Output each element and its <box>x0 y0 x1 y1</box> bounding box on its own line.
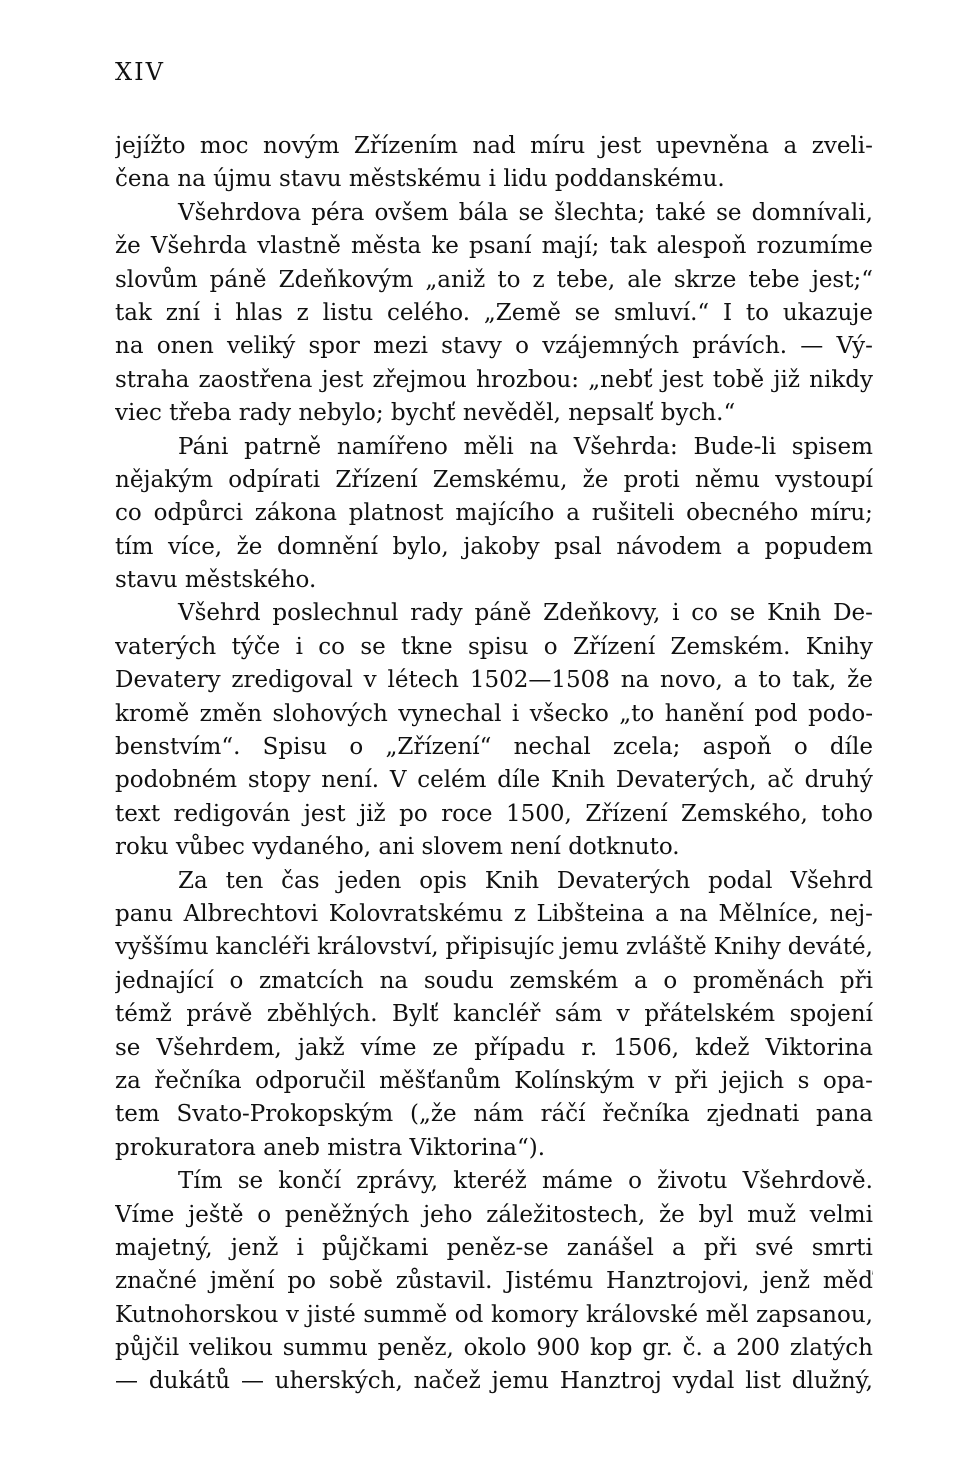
text-line: že Všehrda vlastně města ke psaní mají; tak alespoň rozumíme <box>115 233 873 260</box>
text-line: Víme ještě o peněžných jeho záležitostech, že byl muž velmi <box>115 1201 873 1228</box>
text-line: Kutnohorskou v jisté summě od komory královské měl zapsanou, <box>115 1301 873 1328</box>
page-number: XIV <box>115 58 165 86</box>
text-line: vaterých týče i co se tkne spisu o Zřízení Zemském. Knihy <box>115 633 873 660</box>
text-line: tem Svato-Prokopským („že nám ráčí řečníka zjednati pana <box>115 1101 873 1128</box>
text-line: Všehrdova péra ovšem bála se šlechta; také se domnívali, <box>178 199 873 226</box>
text-line: vyššímu kancléři království, připisujíc jemu zvláště Knihy deváté, <box>115 934 873 961</box>
text-line: co odpůrci zákona platnost majícího a rušiteli obecného míru; <box>115 500 873 527</box>
text-line: panu Albrechtovi Kolovratskému z Libšteina a na Mělníce, nej- <box>115 900 873 927</box>
text-line: prokuratora aneb mistra Viktorina“). <box>115 1134 546 1161</box>
text-line: půjčil velikou summu peněz, okolo 900 kop gr. č. a 200 zlatých <box>115 1335 873 1362</box>
text-line: Tím se končí zprávy, kteréž máme o životu Všehrdově. <box>178 1168 873 1195</box>
text-line: kromě změn slohových vynechal i všecko „to hanění pod podo- <box>115 700 873 727</box>
text-line: podobném stopy není. V celém díle Knih Devaterých, ač druhý <box>115 767 873 794</box>
text-line: čena na újmu stavu městskému i lidu poddanskému. <box>115 166 725 193</box>
text-line: značné jmění po sobě zůstavil. Jistému Hanztrojovi, jenž měď <box>115 1268 873 1295</box>
text-line: témž právě zběhlých. Bylť kancléř sám v přátelském spojení <box>115 1001 873 1028</box>
text-line: stavu městského. <box>115 567 317 594</box>
text-line: text redigován jest již po roce 1500, Zřízení Zemského, toho <box>115 800 873 827</box>
text-line: Páni patrně namířeno měli na Všehrda: Bude-li spisem <box>178 433 873 460</box>
text-line: slovům páně Zdeňkovým „aniž to z tebe, ale skrze tebe jest;“ <box>115 266 873 293</box>
body-text <box>115 130 873 1399</box>
text-line: se Všehrdem, jakž víme ze případu r. 1506, kdež Viktorina <box>115 1034 873 1061</box>
text-line: na onen veliký spor mezi stavy o vzájemných právích. — Vý- <box>115 333 873 360</box>
text-line: jednající o zmatcích na soudu zemském a o proměnách při <box>115 967 873 994</box>
text-line: nějakým odpírati Zřízení Zemskému, že proti němu vystoupí <box>115 466 873 493</box>
text-line: tak zní i hlas z listu celého. „Země se smluví.“ I to ukazuje <box>115 299 873 326</box>
text-line: Všehrd poslechnul rady páně Zdeňkovy, i co se Knih De- <box>178 600 873 627</box>
text-line: viec třeba rady nebylo; bychť nevěděl, nepsalť bych.“ <box>115 400 736 427</box>
text-line: roku vůbec vydaného, ani slovem není dotknuto. <box>115 834 680 861</box>
text-line: jejížto moc novým Zřízením nad míru jest upevněna a zveli- <box>115 133 873 159</box>
text-line: Devatery zredigoval v létech 1502—1508 na novo, a to tak, že <box>115 667 873 694</box>
text-line: straha zaostřena jest zřejmou hrozbou: „nebť jest tobě již nikdy <box>115 366 873 393</box>
text-line: tím více, že domnění bylo, jakoby psal návodem a popudem <box>115 533 873 560</box>
text-line: za řečníka odporučil měšťanům Kolínským v při jejich s opa- <box>115 1067 873 1094</box>
text-line: Za ten čas jeden opis Knih Devaterých podal Všehrd <box>178 867 873 894</box>
text-line: benstvím“. Spisu o „Zřízení“ nechal zcela; aspoň o díle <box>115 734 873 761</box>
text-line: majetný, jenž i půjčkami peněz-se zanášel a při své smrti <box>115 1234 873 1261</box>
text-line: — dukátů — uherských, načež jemu Hanztroj vydal list dlužný, <box>115 1368 873 1395</box>
